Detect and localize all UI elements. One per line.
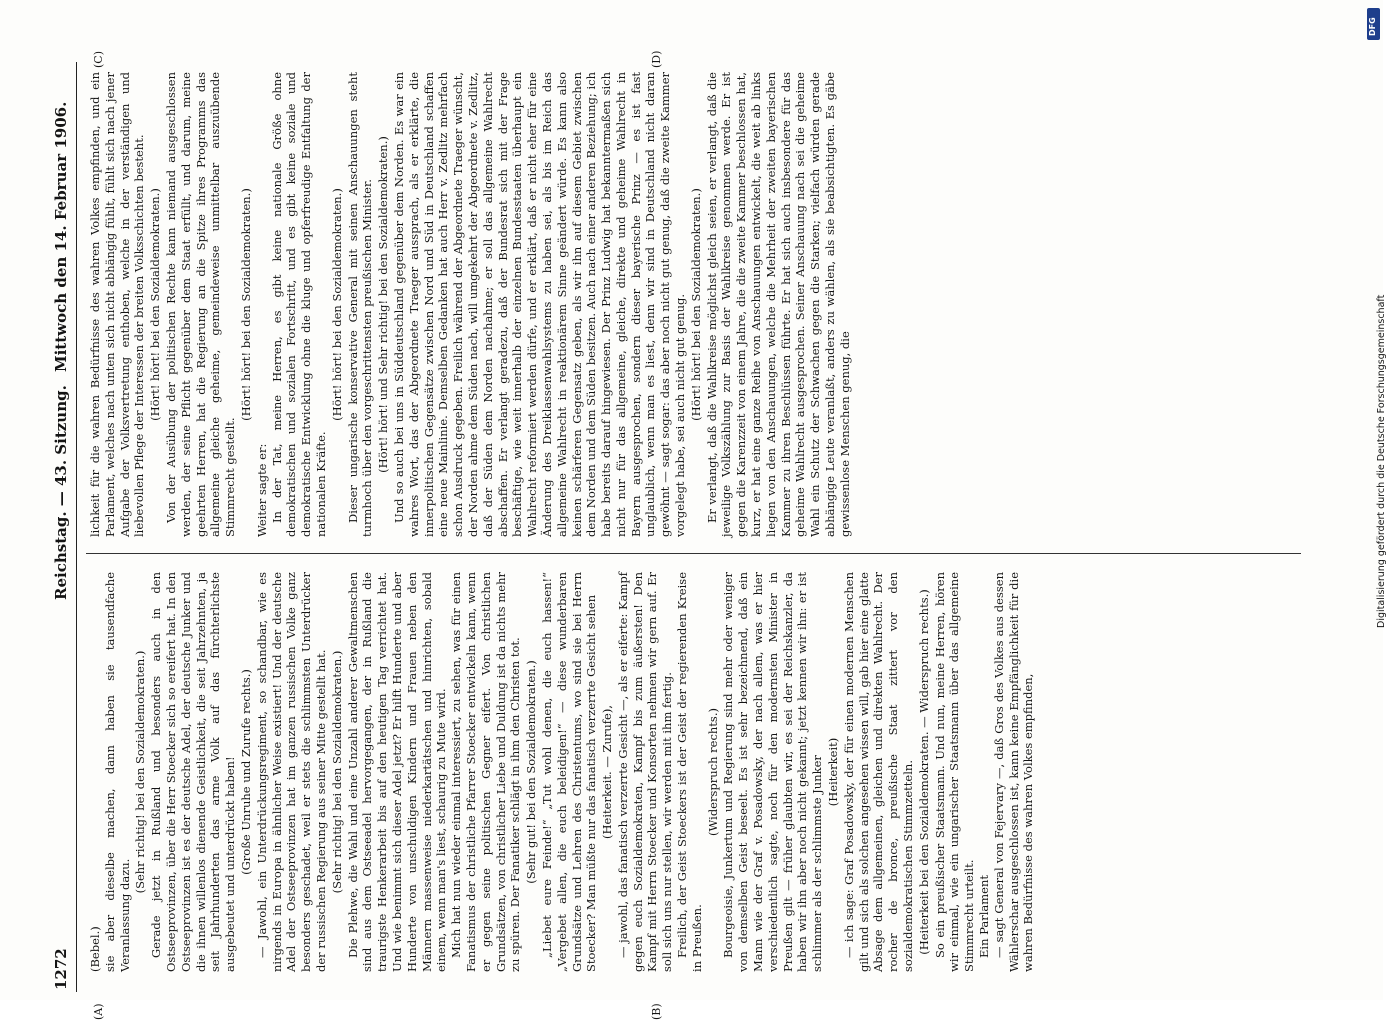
- paragraph: Gerade jetzt in Rußland und besonders auch in den Ostseeprovinzen, über die Herr Stoecker sich so ereifert hat. In den Ostseeprovinzen ist es der deutsche Adel, der deutsche Junker und die ihnen willenlos dienende Geistlichkeit, die seit Jahrzehnten, ja seit Jahrhunderten das arme Volk auf das fürchterlichste ausgebeutet und unterdrückt haben!: [149, 572, 238, 972]
- paragraph: — ich sage: Graf Posadowsky, der für einen modernen Menschen gilt und sich als solchen angesehen wissen will, gab hier eine glatte Absage dem allgemeinen, gleichen und direkten Wahlrecht. Der rocher de bronce, preußische Staat zittert vor den sozialdemokratischen Stimmzetteln.: [841, 572, 916, 972]
- paragraph: Dieser ungarische konservative General mit seinen Anschauungen steht turmhoch über den vorgeschrittensten preußischen Minister.: [345, 72, 375, 537]
- interjection: (Sehr richtig! bei den Sozialdemokraten.): [329, 650, 344, 894]
- paragraph: — jawohl, das fanatisch verzerrte Gesicht —, als er eiferte: Kampf gegen euch Sozialdemokraten, Kampf bis zum äußersten! Den Kampf mit Herrn Stoecker und Konsorten nehmen wir gern auf. Er soll sich uns nur stellen, wir werden mit ihm fertig.: [615, 572, 675, 972]
- text-column-left: [88, 572, 1298, 972]
- dfg-logo-text: DFG: [1368, 17, 1377, 36]
- interjection: (Heiterkeit. — Zurufe),: [600, 705, 615, 839]
- interjection: (Hört! hört! und Sehr richtig! bei den Sozialdemokraten.): [376, 136, 391, 473]
- margin-letter-c: (C): [92, 51, 105, 68]
- interjection: (Hört! hört! bei den Sozialdemokraten.): [688, 188, 703, 421]
- paragraph: So ein preußischer Staatsmann. Und nun, meine Herren, hören wir einmal, wie ein ungarischer Staatsmann über das allgemeine Stimmrecht urteilt.: [932, 572, 977, 972]
- interjection: (Hört! hört! bei den Sozialdemokraten.): [148, 188, 163, 421]
- interjection: (Sehr gut! bei den Sozialdemokraten.): [524, 660, 539, 884]
- paragraph: Er verlangt, daß die Wahlkreise möglichst gleich seien, er verlangt, daß die jeweilige Volkszählung zur Basis der Wahlkreise genommen werde. Er ist gegen die Karenzzeit von einem Jahre, die die zweite Kammer beschlossen hat, kurz, er hat eine ganze Reihe von Anschauungen entwickelt, die weit ab links liegen von den Anschauungen, welche die Mehrheit der zweiten bayerischen Kammer zu ihren Beschlüssen führte. Er hat sich auch insbesondere für das geheime Wahlrecht ausgesprochen. Seiner Anschauung nach sei die geheime Wahl ein Schutz der Schwachen gegen die Starken; vielfach würden gerade abhängige Leute veranlaßt, anders zu wählen, als sie beabsichtigten. Es gäbe gewissenlose Menschen genug, die: [704, 72, 852, 537]
- paragraph: Mich hat nun wieder einmal interessiert, zu sehen, was für einen Fanatismus der christliche Pfarrer Stoecker entwickeln kann, wenn er gegen seine politischen Gegner eifert. Von christlichen Grundsätzen, von christlicher Liebe und Duldung ist da nichts mehr zu spüren. Der Fanatiker schlägt in ihm den Christen tot.: [449, 572, 523, 972]
- interjection: (Sehr richtig! bei den Sozialdemokraten.): [133, 650, 148, 894]
- paragraph: Und so auch bei uns in Süddeutschland gegenüber dem Norden. Es war ein wahres Wort, das der Abgeordnete Traeger aussprach, als er erklärte, die innerpolitischen Gegensätze zwischen Nord und Süd in Deutschland schaffen eine neue Mainlinie. Demselben Gedanken hat auch Herr v. Zedlitz mehrfach schon Ausdruck gegeben. Freilich während der Abgeordnete Traeger wünscht, der Norden ahme dem Süden nach, will umgekehrt der Abgeordnete v. Zedlitz, daß der Süden dem Norden nachahme; er soll das allgemeine Wahlrecht abschaffen. Er verlangt geradezu, daß der Bundesrat sich mit der Frage beschäftige, wie weit innerhalb der einzelnen Bundesstaaten überhaupt ein Wahlrecht reformiert werden dürfe, und er erklärt, daß er nicht eher für eine Änderung des Dreiklassenwahlsystems zu haben sei, als bis im Reich das allgemeine Wahlrecht in reaktionärem Sinne geändert würde. Es kann also keinen schärferen Gegensatz geben, als wir ihn auf diesem Gebiet zwischen dem Norden und dem Süden besitzen. Auch nach einer anderen Beziehung; ich habe bereits darauf hingewiesen. Der Prinz Ludwig hat bekanntermaßen sich nicht nur für das allgemeine, gleiche, direkte und geheime Wahlrecht in Bayern ausgesprochen, sondern dieser bayerische Prinz — es ist fast unglaublich, wenn man es liest, denn wir sind in Deutschland nicht daran gewöhnt — sagt sogar: das aber noch nicht gut genug, daß die zweite Kammer vorgelegt habe, sei auch nicht gut genug.: [391, 72, 688, 537]
- column-divider: [86, 553, 1301, 554]
- paragraph: lichkeit für die wahren Bedürfnisse des wahren Volkes empfinden, und ein Parlament, welches nach unten sich nicht abhängig fühlt, fühlt sich nach jener Aufgabe der Volksvertretung enthoben, welche in der verständigen und liebevollen Pflege der Interessen der breiten Volksschichten besteht.: [88, 72, 147, 537]
- interjection: (Hört! hört! bei den Sozialdemokraten.): [238, 188, 253, 421]
- interjection: (Hört! hört! bei den Sozialdemokraten.): [329, 188, 344, 421]
- margin-letter-d: (D): [650, 50, 663, 68]
- paragraph: sie aber dieselbe machen, dann haben sie tausendfache Veranlassung dazu.: [102, 572, 132, 972]
- paragraph: — sagt General von Fejervary —, daß Gros des Volkes aus dessen Wählerschar ausgeschlossen ist, kann keine Empfänglichkeit für die wahren Bedürfnisse des wahren Volkes empfinden,: [991, 572, 1036, 972]
- paragraph: Freilich, der Geist Stoeckers ist der Geist der regierenden Kreise in Preußen.: [675, 572, 704, 972]
- running-header: [50, 62, 77, 992]
- dfg-logo: [1367, 8, 1380, 40]
- paragraph: (Bebel.): [88, 926, 102, 972]
- paragraph: Ein Parlament: [977, 875, 992, 958]
- digitization-note: [1358, 8, 1387, 628]
- interjection: (Heiterkeit): [826, 737, 841, 807]
- paragraph: Die Plehwe, die Wahl und eine Unzahl anderer Gewaltmenschen sind aus dem Ostseeadel hervorgegangen, der in Rußland die traurigste Henkerarbeit bis auf den heutigen Tag verrichtet hat. Und wie benimmt sich dieser Adel jetzt? Er hilft Hunderte und aber Hunderte von unschuldigen Kindern und Frauen neben den Männern massenweise niederkartätschen und hinrichten, sobald einem, wenn man's liest, schaurig zu Mute wird.: [345, 572, 449, 972]
- paragraph: In der Tat, meine Herren, es gibt keine nationale Größe ohne demokratischen und sozialen Fortschritt, und es gibt keine soziale und demokratische Entwicklung ohne die kluge und opferfreudige Entfaltung der nationalen Kräfte.: [269, 72, 328, 537]
- margin-letter-b: (B): [650, 1003, 663, 1020]
- header-session-title: Reichstag. — 43. Sitzung.: [52, 385, 70, 600]
- paragraph: Weiter sagte er:: [254, 443, 269, 537]
- text-column-right: [88, 72, 1298, 537]
- rotated-page-content: [50, 50, 1310, 1020]
- interjection: (Heiterkeit bei den Sozialdemokraten. — Widerspruch rechts.): [916, 589, 931, 955]
- paragraph: Von der Ausübung der politischen Rechte kann niemand ausgeschlossen werden, der seine Pflicht gegenüber dem Staat erfüllt, und darum, meine geehrten Herren, hat die Regierung an die Spitze ihres Programms das allgemeine gleiche geheime, gemeindeweise unmittelbar auszuübende Stimmrecht gestellt.: [163, 72, 238, 537]
- paragraph: „Liebet eure Feinde!“ „Tut wohl denen, die euch hassen!“ „Vergebet allen, die euch beleidigen!“ — diese wunderbaren Grundsätze und Lehren des Christentums, wo sind sie bei Herrn Stoecker? Man müßte nur das fanatisch verzerrte Gesicht sehen: [539, 572, 599, 972]
- digitization-note-text: Digitalisierung gefördert durch die Deutsche Forschungsgemeinschaft: [1376, 294, 1387, 628]
- margin-letter-a: (A): [92, 1003, 105, 1020]
- interjection: (Widerspruch rechts.): [705, 708, 720, 836]
- interjection: (Große Unruhe und Zurufe rechts.): [238, 669, 253, 875]
- page-number: 1272: [52, 948, 70, 990]
- header-date: Mittwoch den 14. Februar 1906.: [52, 101, 70, 372]
- paragraph: Bourgeoisie, Junkertum und Regierung sind mehr oder weniger von demselben Geist beseelt. Es ist sehr bezeichnend, daß ein Mann wie der Graf v. Posadowsky, der nach allem, was er hier verschiedentlich sagte, noch für den modernsten Minister in Preußen gilt — früher glaubten wir, es sei der Reichskanzler, da haben wir ihn aber noch nicht gekannt; jetzt kennen wir ihn: er ist schlimmer als der schlimmste Junker: [721, 572, 825, 972]
- paragraph: — Jawohl, ein Unterdrückungsregiment, so schandbar, wie es nirgends in Europa in ähnlicher Weise existiert! Und der deutsche Adel der Ostseeprovinzen hat im ganzen russischen Volke ganz besonders geschadet, weil er stets die schlimmsten Unterdrücker der russischen Regierung aus seiner Mitte gestellt hat.: [254, 572, 328, 972]
